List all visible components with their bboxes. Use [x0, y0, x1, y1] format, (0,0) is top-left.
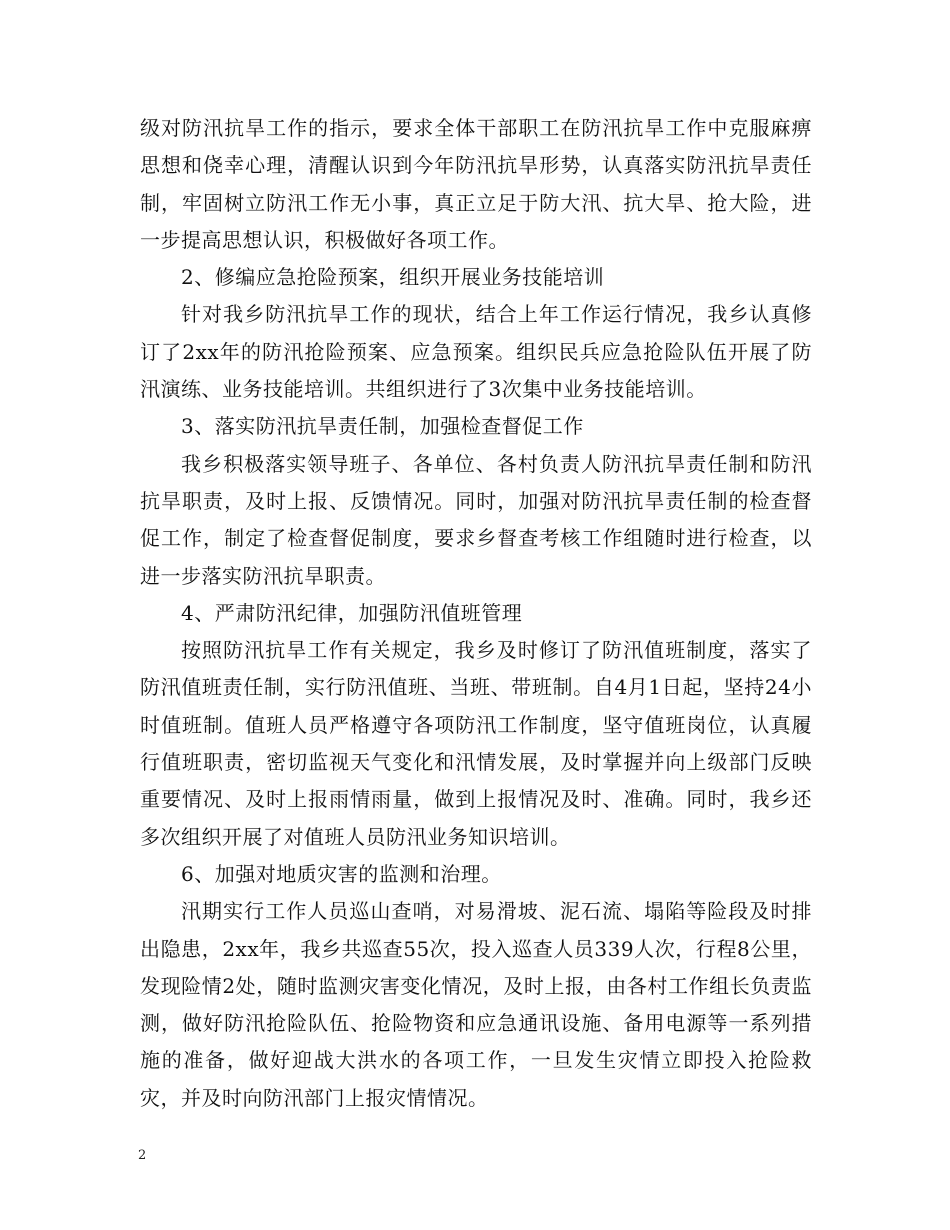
- paragraph-section-3: 我乡积极落实领导班子、各单位、各村负责人防汛抗旱责任制和防汛抗旱职责，及时上报、反馈情况。同时，加强对防汛抗旱责任制的检查督促工作，制定了检查督促制度，要求乡督查考核工作组随时进行检查，以进一步落实防汛抗旱职责。: [140, 451, 812, 588]
- document-body: [140, 110, 812, 1117]
- paragraph-section-4: 按照防汛抗旱工作有关规定，我乡及时修订了防汛值班制度，落实了防汛值班责任制，实行防汛值班、当班、带班制。自4月1日起，坚持24小时值班制。值班人员严格遵守各项防汛工作制度，坚守值班岗位，认真履行值班职责，密切监视天气变化和汛情发展，及时掌握并向上级部门反映重要情况、及时上报雨情雨量，做到上报情况及时、准确。同时，我乡还多次组织开展了对值班人员防汛业务知识培训。: [140, 638, 812, 849]
- paragraph-section-6: 汛期实行工作人员巡山查哨，对易滑坡、泥石流、塌陷等险段及时排出隐患，2xx年，我乡共巡查55次，投入巡查人员339人次，行程8公里，发现险情2处，随时监测灾害变化情况，及时上报，由各村工作组长负责监测，做好防汛抢险队伍、抢险物资和应急通讯设施、备用电源等一系列措施的准备，做好迎战大洪水的各项工作，一旦发生灾情立即投入抢险救灾，并及时向防汛部门上报灾情情况。: [140, 899, 812, 1110]
- paragraph-continuation: 级对防汛抗旱工作的指示，要求全体干部职工在防汛抗旱工作中克服麻痹思想和侥幸心理，清醒认识到今年防汛抗旱形势，认真落实防汛抗旱责任制，牢固树立防汛工作无小事，真正立足于防大汛、抗大旱、抢大险，进一步提高思想认识，积极做好各项工作。: [140, 116, 812, 252]
- section-heading-2: 2、修编应急抢险预案，组织开展业务技能培训: [181, 265, 605, 290]
- section-heading-4: 4、严肃防汛纪律，加强防汛值班管理: [181, 600, 523, 625]
- page-number: 2: [138, 1148, 147, 1163]
- section-heading-3: 3、落实防汛抗旱责任制，加强检查督促工作: [181, 414, 584, 439]
- paragraph-section-2: 针对我乡防汛抗旱工作的现状，结合上年工作运行情况，我乡认真修订了2xx年的防汛抢险预案、应急预案。组织民兵应急抢险队伍开展了防汛演练、业务技能培训。共组织进行了3次集中业务技能培训。: [140, 302, 812, 402]
- section-heading-6: 6、加强对地质灾害的监测和治理。: [181, 861, 502, 886]
